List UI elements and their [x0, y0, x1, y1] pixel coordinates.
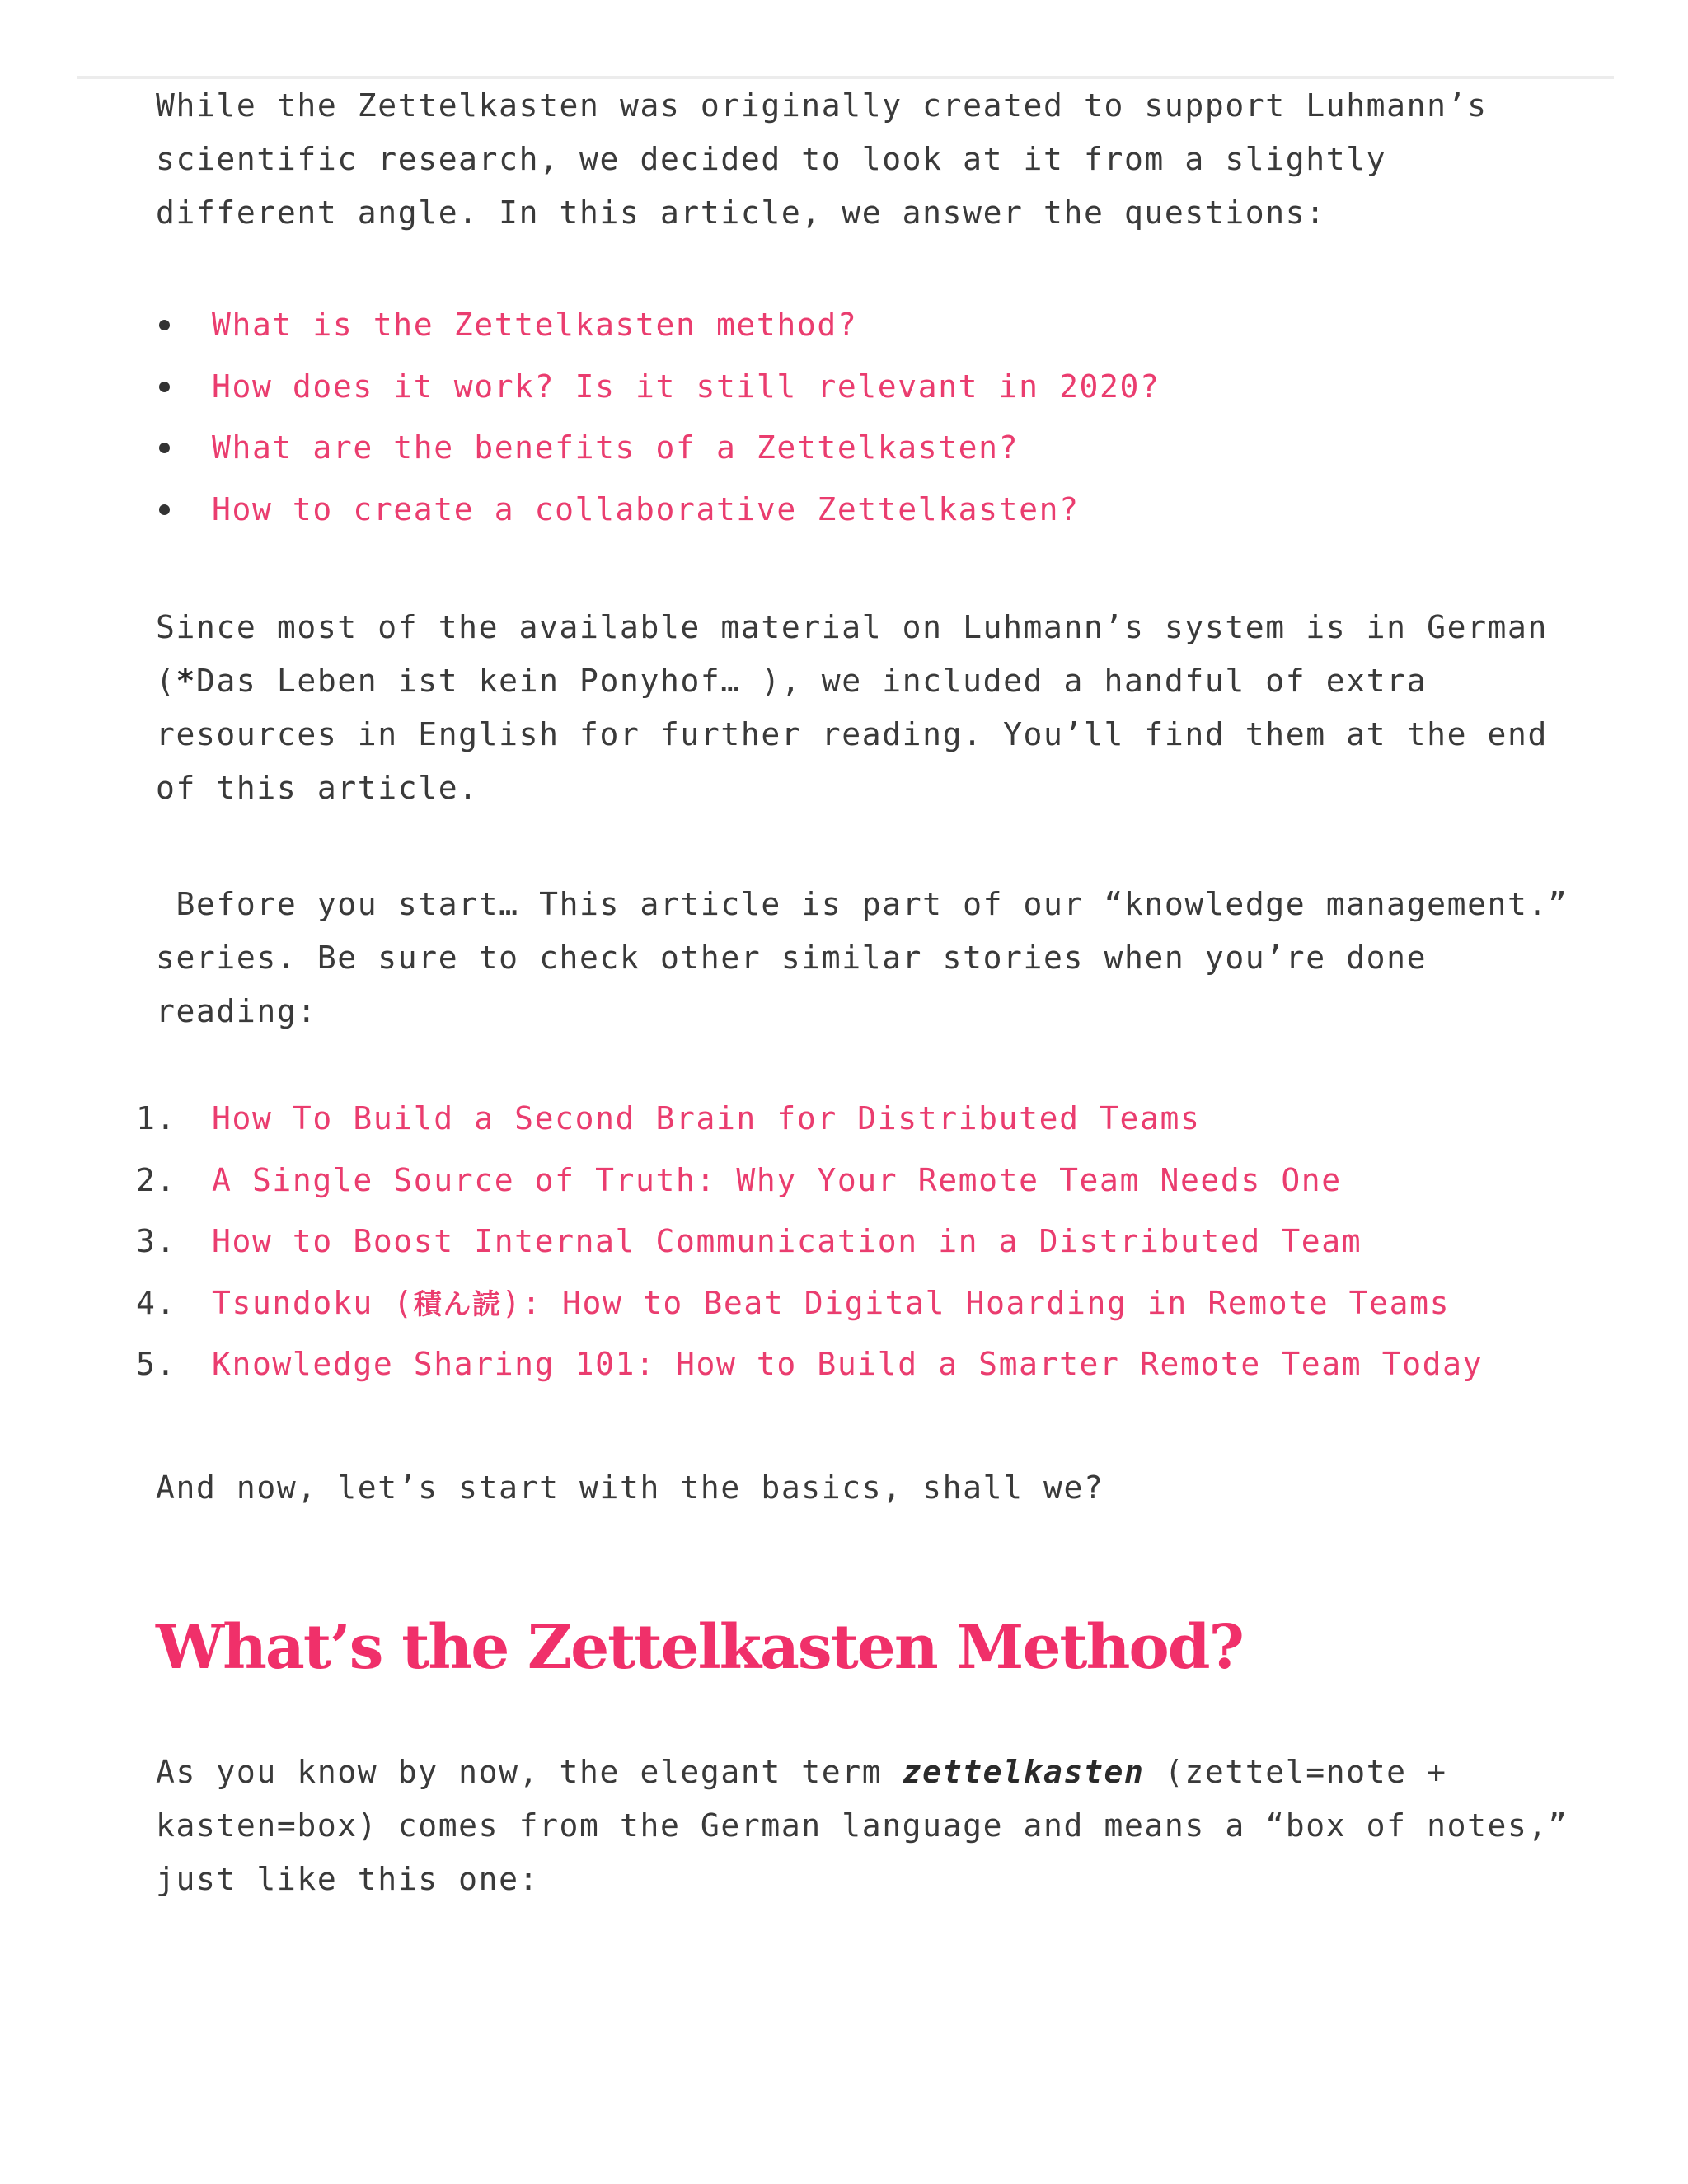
intro-paragraph [156, 79, 1573, 240]
definition-after: (zettel=note + kasten=box) comes from the German language and means a “box of notes,” just like this one: [156, 1753, 1568, 1897]
term-emphasis: zettelkasten [902, 1753, 1145, 1790]
german-note-after: Das Leben ist kein Ponyhof… ), we included a handful of extra resources in English for further reading. You’ll find them at the end of this article. [156, 663, 1548, 806]
list-number: 2. [136, 1161, 176, 1198]
series-link-4-after: ): How to Beat Digital Hoarding in Remote Teams [501, 1284, 1451, 1321]
list-number: 1. [136, 1100, 176, 1137]
series-link-4-before: Tsundoku ( [212, 1284, 414, 1321]
list-number: 5. [136, 1346, 176, 1382]
list-item [136, 1088, 1573, 1150]
list-item [156, 479, 1573, 541]
questions-list [156, 294, 1573, 540]
series-link-4[interactable] [212, 1272, 1450, 1336]
list-number: 3. [136, 1223, 176, 1259]
list-item [136, 1333, 1573, 1395]
series-list [136, 1088, 1573, 1395]
basics-text: And now, let’s start with the basics, shall we? [156, 1469, 1104, 1506]
definition-paragraph [156, 1746, 1573, 1906]
series-intro-text: Before you start… This article is part of our “knowledge management.” series. Be sure to check other similar stories when you’re done reading: [156, 886, 1588, 1029]
german-note-before: Since most of the available material on Luhmann’s system is in German ( [156, 609, 1548, 699]
basics-paragraph [156, 1461, 1573, 1515]
section-heading: What’s the Zettelkasten Method? [156, 1611, 1243, 1683]
series-link-2[interactable]: A Single Source of Truth: Why Your Remote Team Needs One [212, 1161, 1342, 1198]
list-item [156, 294, 1573, 356]
list-number: 4. [136, 1284, 176, 1321]
series-link-4-cjk: 積ん読 [413, 1287, 502, 1321]
bullet-icon [159, 443, 170, 453]
question-link-2[interactable]: How does it work? Is it still relevant in 2020? [212, 368, 1160, 405]
asterisk-mark: * [176, 663, 196, 699]
series-link-5[interactable]: Knowledge Sharing 101: How to Build a Smarter Remote Team Today [212, 1346, 1484, 1382]
intro-text: While the Zettelkasten was originally created to support Luhmann’s scientific research, we decided to look at it from a slightly different angle. In this article, we answer the questions: [156, 87, 1488, 231]
list-item [156, 356, 1573, 418]
series-link-1[interactable]: How To Build a Second Brain for Distributed Teams [212, 1100, 1201, 1137]
german-note-paragraph [156, 601, 1573, 815]
list-item [136, 1150, 1573, 1212]
article-body [136, 79, 1588, 1906]
list-item [136, 1211, 1573, 1272]
list-item [156, 417, 1573, 479]
bullet-icon [159, 382, 170, 392]
question-link-1[interactable]: What is the Zettelkasten method? [212, 307, 858, 343]
definition-before: As you know by now, the elegant term [156, 1753, 903, 1790]
bullet-icon [159, 504, 170, 515]
list-item [136, 1272, 1573, 1334]
series-intro-paragraph [156, 878, 1588, 1038]
bullet-icon [159, 320, 170, 330]
question-link-3[interactable]: What are the benefits of a Zettelkasten? [212, 429, 1020, 466]
question-link-4[interactable]: How to create a collaborative Zettelkasten? [212, 490, 1080, 527]
series-link-3[interactable]: How to Boost Internal Communication in a Distributed Team [212, 1223, 1362, 1259]
